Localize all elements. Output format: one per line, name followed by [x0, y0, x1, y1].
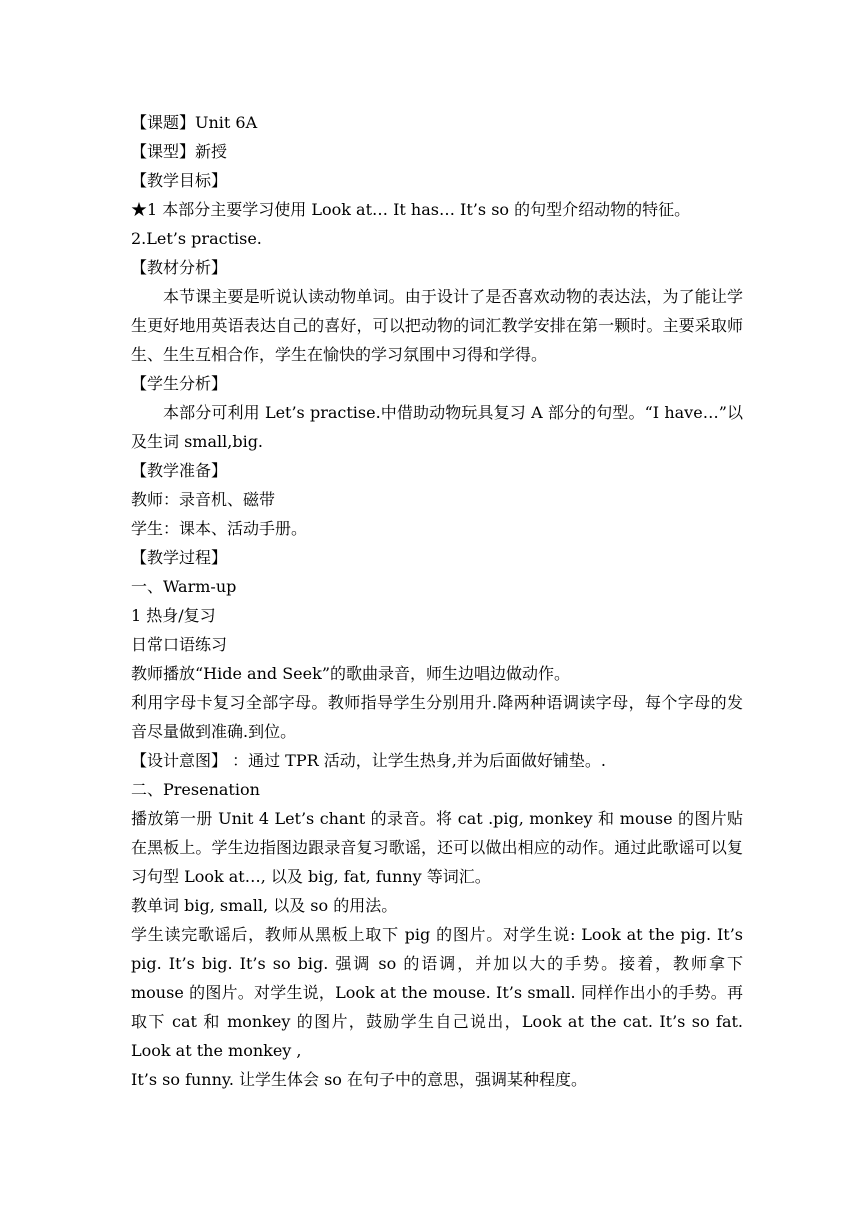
- letter-card-activity: 利用字母卡复习全部字母。教师指导学生分别用升.降两种语调读字母，每个字母的发音尽量做到准确.到位。: [131, 693, 743, 741]
- lesson-type: 【课型】新授: [131, 142, 228, 161]
- preparation-student: 学生：课本、活动手册。: [131, 519, 308, 538]
- step-presentation: 二、Presenation: [131, 780, 260, 799]
- objective-2: 2.Let’s practise.: [131, 229, 262, 248]
- section-heading-process: 【教学过程】: [131, 548, 228, 567]
- section-heading-student-analysis: 【学生分析】: [131, 374, 228, 393]
- material-analysis-text: 本节课主要是听说认读动物单词。由于设计了是否喜欢动物的表达法，为了能让学生更好地用英语表达自己的喜好，可以把动物的词汇教学安排在第一颗时。主要采取师生、生生互相合作，学生在愉快的学习氛围中习得和学得。: [131, 287, 743, 364]
- lesson-title: 【课题】Unit 6A: [131, 113, 258, 132]
- preparation-teacher: 教师：录音机、磁带: [131, 490, 276, 509]
- student-analysis-text: 本部分可利用 Let’s practise.中借助动物玩具复习 A 部分的句型。“I have…”以及生词 small,big.: [131, 403, 743, 451]
- picture-activity: 学生读完歌谣后，教师从黑板上取下 pig 的图片。对学生说: Look at the pig. It’s pig. It’s big. It’s so big. 强调 so 的语调，并加以大的手势。接着，教师拿下 mouse 的图片。对学生说，Look at the mouse. It’s small. 同样作出小的手势。再取下 cat 和 monkey 的图片，鼓励学生自己说出，Look at the cat. It’s so fat. Look at the monkey ,: [131, 925, 743, 1060]
- document-body: [131, 108, 743, 1094]
- chant-activity: 播放第一册 Unit 4 Let’s chant 的录音。将 cat .pig, monkey 和 mouse 的图片贴在黑板上。学生边指图边跟录音复习歌谣，还可以做出相应的动作。通过此歌谣可以复习句型 Look at…, 以及 big, fat, funny 等词汇。: [131, 809, 743, 886]
- daily-oral-practice: 日常口语练习: [131, 635, 228, 654]
- step-warm-up-sub: 1 热身/复习: [131, 606, 216, 625]
- song-activity: 教师播放“Hide and Seek”的歌曲录音，师生边唱边做动作。: [131, 664, 570, 683]
- section-heading-preparation: 【教学准备】: [131, 461, 228, 480]
- step-warm-up: 一、Warm-up: [131, 577, 237, 596]
- teach-words: 教单词 big, small, 以及 so 的用法。: [131, 896, 398, 915]
- objective-1: ★1 本部分主要学习使用 Look at… It has… It’s so 的句型介绍动物的特征。: [131, 200, 691, 219]
- section-heading-objectives: 【教学目标】: [131, 171, 228, 190]
- design-intent: 【设计意图】 ：通过 TPR 活动，让学生热身,并为后面做好铺垫。.: [131, 751, 606, 770]
- so-meaning: It’s so funny. 让学生体会 so 在句子中的意思，强调某种程度。: [131, 1070, 588, 1089]
- section-heading-material-analysis: 【教材分析】: [131, 258, 228, 277]
